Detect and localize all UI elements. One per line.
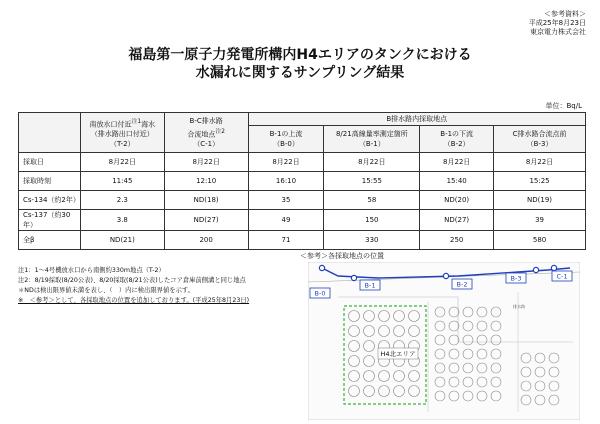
table-cell: 8月22日: [164, 153, 248, 172]
table-cell: 15:25: [494, 172, 586, 191]
table-cell: ND(27): [420, 210, 494, 231]
header-corner: [19, 113, 81, 153]
table-row: [19, 191, 586, 210]
table-cell: 3.8: [80, 210, 164, 231]
table-cell: 250: [420, 231, 494, 250]
sampling-point-label: B-1: [364, 281, 376, 290]
note-3: ＊NDは検出限界値未満を表し、（ ）内に検出限界値を示す。: [18, 287, 194, 294]
table-body: [19, 153, 586, 250]
header-b3-line2: （B-3）: [526, 140, 553, 148]
header-c1: [164, 113, 248, 153]
header-t2-line3: （T-2）: [110, 140, 135, 149]
page-title: [0, 46, 600, 82]
table-cell: ND(20): [420, 191, 494, 210]
header-t2: [80, 113, 164, 153]
row-label: Cs-137（約30年）: [19, 210, 81, 231]
table-cell: 58: [324, 191, 420, 210]
table-cell: 11:45: [80, 172, 164, 191]
table-row: [19, 172, 586, 191]
table-row: [19, 210, 586, 231]
table-header-row-1: [19, 113, 586, 126]
header-t2-line2: （排水路出口付近）: [90, 130, 154, 139]
table-cell: 8月22日: [80, 153, 164, 172]
table-cell: 8月22日: [494, 153, 586, 172]
h4-area-label: H4北エリア: [380, 350, 416, 358]
table-cell: 16:10: [248, 172, 324, 191]
table-cell: 49: [248, 210, 324, 231]
map-frame: [308, 262, 580, 420]
row-label: 採取日: [19, 153, 81, 172]
map-title: ＜参考＞各採取地点の位置: [300, 252, 384, 260]
table-cell: 200: [164, 231, 248, 250]
table-cell: ND(21): [80, 231, 164, 250]
table-cell: 8月22日: [248, 153, 324, 172]
table-row: [19, 153, 586, 172]
header-b1-line2: （B-1）: [358, 140, 385, 148]
header-b3: [494, 126, 586, 153]
header-t2-line1b: 海水: [141, 120, 156, 129]
note-1: 注1：1～4号機放水口から南側約330m地点（T-2）: [18, 267, 165, 274]
row-label: 全β: [19, 231, 81, 250]
reference-label: ＜参考資料＞: [544, 10, 586, 18]
header-b2: [420, 126, 494, 153]
note-4: ※ ＜参考＞として、各採取地点の位置を追加しております。(平成25年8月23日): [18, 297, 250, 304]
reference-block: [529, 10, 586, 37]
table-cell: 71: [248, 231, 324, 250]
header-b0: [248, 126, 324, 153]
header-c1-line3: （C-1）: [193, 140, 220, 149]
table-cell: 2.3: [80, 191, 164, 210]
title-line-1: 福島第一原子力発電所構内H4エリアのタンクにおける: [128, 47, 472, 63]
sampling-point-marker: [319, 265, 324, 270]
header-c1-line1: B-C排水路: [189, 116, 223, 125]
table-cell: 8月22日: [420, 153, 494, 172]
results-table: [18, 112, 586, 250]
sampling-point-marker: [443, 273, 448, 278]
header-b0-line2: （B-0）: [273, 140, 299, 148]
sampling-point-label: B-2: [456, 280, 468, 289]
table-cell: 15:55: [324, 172, 420, 191]
header-c1-sup: 注2: [215, 128, 225, 135]
table-cell: 12:10: [164, 172, 248, 191]
location-map: [308, 262, 580, 420]
header-b0-line1: B-1の上流: [269, 130, 303, 138]
header-c1-line2: 合流地点: [187, 130, 216, 139]
table-cell: 330: [324, 231, 420, 250]
table-cell: ND(18): [164, 191, 248, 210]
sampling-point-label: C-1: [556, 272, 568, 281]
unit-label: 単位：Bq/L: [545, 102, 582, 110]
table-row: [19, 231, 586, 250]
header-b1: [324, 126, 420, 153]
sampling-point-marker: [551, 265, 556, 270]
table-cell: ND(27): [164, 210, 248, 231]
row-label: Cs-134（約2年）: [19, 191, 81, 210]
drain-label: 排水路: [513, 304, 525, 309]
sampling-point-marker: [533, 267, 538, 272]
sampling-point-marker: [351, 275, 356, 280]
header-b2-line2: （B-2）: [443, 140, 470, 148]
sampling-point-label: B-0: [314, 289, 326, 298]
header-b1-line1: 8/21高線量率測定箇所: [335, 130, 408, 138]
notes-block: [18, 266, 249, 306]
reference-company: 東京電力株式会社: [530, 28, 586, 36]
header-b2-line1: B-1の下流: [440, 130, 474, 138]
table-cell: 8月22日: [324, 153, 420, 172]
table-cell: 39: [494, 210, 586, 231]
table-cell: 150: [324, 210, 420, 231]
row-label: 採取時刻: [19, 172, 81, 191]
header-group: B排水路内採取地点: [248, 113, 585, 126]
table-cell: 15:40: [420, 172, 494, 191]
title-line-2: 水漏れに関するサンプリング結果: [195, 65, 405, 81]
header-t2-sup: 注1: [131, 118, 142, 125]
note-2: 注2：8/19採取(8/20公表)、8/20採取(8/21公表)したコア倉庫前側溝と同じ地点: [18, 277, 246, 284]
reference-date: 平成25年8月23日: [528, 19, 586, 27]
header-b3-line1: C排水路合流点前: [512, 130, 567, 138]
table-cell: 580: [494, 231, 586, 250]
sampling-point-label: B-3: [510, 274, 522, 283]
table-cell: 35: [248, 191, 324, 210]
table-cell: ND(19): [494, 191, 586, 210]
header-t2-line1: 南放水口付近: [89, 120, 132, 129]
